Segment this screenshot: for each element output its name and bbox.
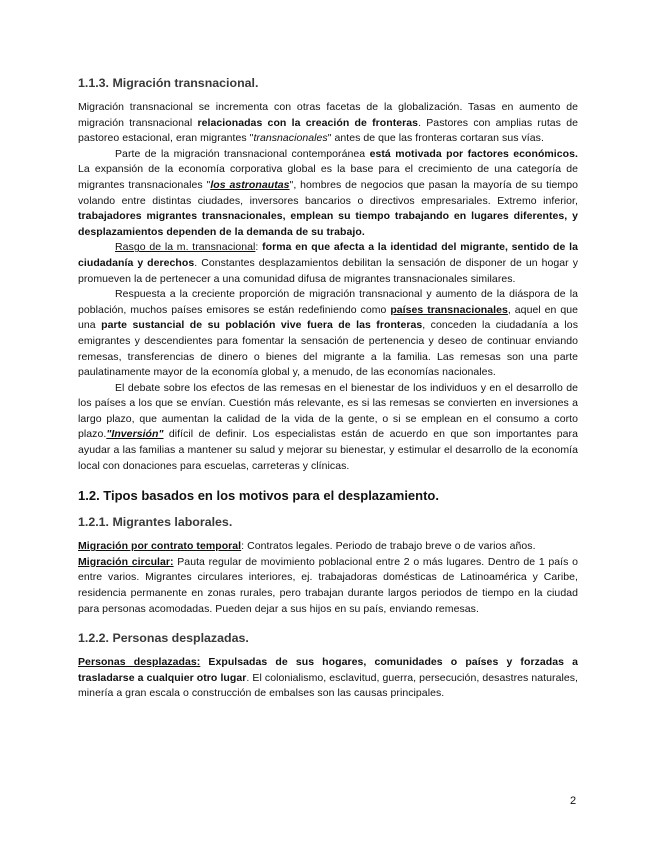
text: . Constantes desplazamientos debilitan la sensación de disponer de un hogar y promueven la de pertenecer a una comunidad difusa de migrantes transnacionales similares. bbox=[78, 256, 578, 285]
heading-migrantes-laborales: 1.2.1. Migrantes laborales. bbox=[78, 515, 233, 530]
bold-text: está motivada por factores económicos. bbox=[369, 147, 578, 160]
text: Parte de la migración transnacional contemporánea bbox=[115, 147, 370, 160]
paragraph-contrato-temporal bbox=[78, 539, 578, 555]
bold-underlined-text: países transnacionales bbox=[390, 303, 508, 316]
paragraph-migracion-circular bbox=[78, 555, 578, 617]
italic-text: transnacionales bbox=[253, 132, 328, 145]
bold-underlined-text: Migración circular: bbox=[78, 555, 174, 568]
text: , conceden la ciudadanía a los emigrantes y descendientes para fomentar la sensación de pertenencia y deseo de continuar enviando remesas, transferencias de dinero o bienes del migrante a la familia. Las remesas son una parte paulatinamente mayor de la economía global y, a menudo, de las economías nacionales. bbox=[78, 319, 578, 379]
bold-text: trabajadores migrantes transnacionales, emplean su tiempo trabajando en lugares diferentes, y desplazamientos dependen de la demanda de su trabajo. bbox=[78, 210, 578, 238]
text: Migración transnacional se incrementa con otras facetas de la globalización. Tasas en aumento de migración transnacional bbox=[78, 101, 578, 129]
paragraph-factores-economicos bbox=[78, 147, 578, 241]
paragraph-rasgo-transnacional bbox=[78, 240, 578, 287]
spacer bbox=[78, 617, 578, 631]
page-content bbox=[78, 76, 578, 702]
underlined-text: Rasgo de la m. transnacional bbox=[115, 241, 256, 254]
text: : bbox=[255, 241, 263, 254]
text: , aquel en que una bbox=[78, 303, 578, 332]
bold-underlined-italic-text: "Inversión" bbox=[106, 428, 164, 441]
paragraph-remesas-debate bbox=[78, 381, 578, 475]
text: Respuesta a la creciente proporción de migración transnacional y aumento de la diáspora de la población, muchos países emisores se están redefiniendo como bbox=[78, 288, 578, 316]
heading-tipos-motivos: 1.2. Tipos basados en los motivos para el desplazamiento. bbox=[78, 488, 439, 504]
text: : Contratos legales. Periodo de trabajo breve o de varios años. bbox=[241, 540, 536, 553]
text: . El colonialismo, esclavitud, guerra, persecución, desastres naturales, minería a gran escala o construcción de embalses son las causas principales. bbox=[78, 671, 579, 700]
bold-text: relacionadas con la creación de fronteras bbox=[197, 116, 419, 129]
page-number: 2 bbox=[570, 795, 577, 807]
heading-migracion-transnacional: 1.1.3. Migración transnacional. bbox=[78, 76, 259, 90]
paragraph-personas-desplazadas bbox=[78, 655, 578, 702]
bold-underlined-text: Migración por contrato temporal bbox=[78, 540, 242, 553]
paragraph-intro-transnacional bbox=[78, 100, 578, 147]
text: " antes de que las fronteras cortaran sus vías. bbox=[327, 132, 544, 145]
bold-text: parte sustancial de su población vive fuera de las fronteras bbox=[101, 319, 423, 332]
bold-underlined-text: Personas desplazadas: bbox=[78, 656, 201, 669]
text: . Pastores con amplias rutas de pastoreo estacional, eran migrantes " bbox=[78, 116, 578, 145]
bold-text: forma en que afecta a la identidad del migrante, sentido de la ciudadanía y derechos bbox=[78, 241, 578, 269]
spacer bbox=[78, 474, 578, 488]
text: El debate sobre los efectos de las remesas en el bienestar de los individuos y en el desarrollo de los países a los que se envían. Cuestión más relevante, es si las remesas se convierten en inversiones a largo plazo, que aumentan la calidad de la vida de la gente, o si se emplean en el consumo a corto plazo. bbox=[78, 381, 578, 441]
paragraph-paises-transnacionales bbox=[78, 287, 578, 381]
text: difícil de definir. Los especialistas están de acuerdo en que son importantes para ayudar a las familias a mantener su salud y mejorar su bienestar, y estimular el desarrollo de la economía local con donaciones para escuelas, carreteras y clínicas. bbox=[78, 428, 578, 472]
text: ", hombres de negocios que pasan la mayoría de su tiempo volando entre distintas ciudades, inversores bancarios o directivos empresariales. Extremo inferior, bbox=[78, 178, 578, 207]
bold-underlined-italic-text: los astronautas bbox=[210, 178, 290, 191]
text: Pauta regular de movimiento poblacional entre 2 o más lugares. Dentro de 1 país o entre varios. Migrantes circulares interiores, ej. trabajadoras domésticas de Latinoamérica y Caribe, residencia permanente en zonas rurales, pero trabajan durante largos periodos de tiempo en la ciudad para personas acomodadas. Pueden dejar a sus hijos en su país, enviando remesas. bbox=[78, 555, 578, 615]
bold-text: Expulsadas de sus hogares, comunidades o países y forzadas a trasladarse a cualquier otro lugar bbox=[78, 656, 578, 684]
text: La expansión de la economía corporativa global es la base para el crecimiento de una categoría de migrantes transnacionales " bbox=[78, 163, 578, 191]
heading-personas-desplazadas: 1.2.2. Personas desplazadas. bbox=[78, 631, 249, 646]
